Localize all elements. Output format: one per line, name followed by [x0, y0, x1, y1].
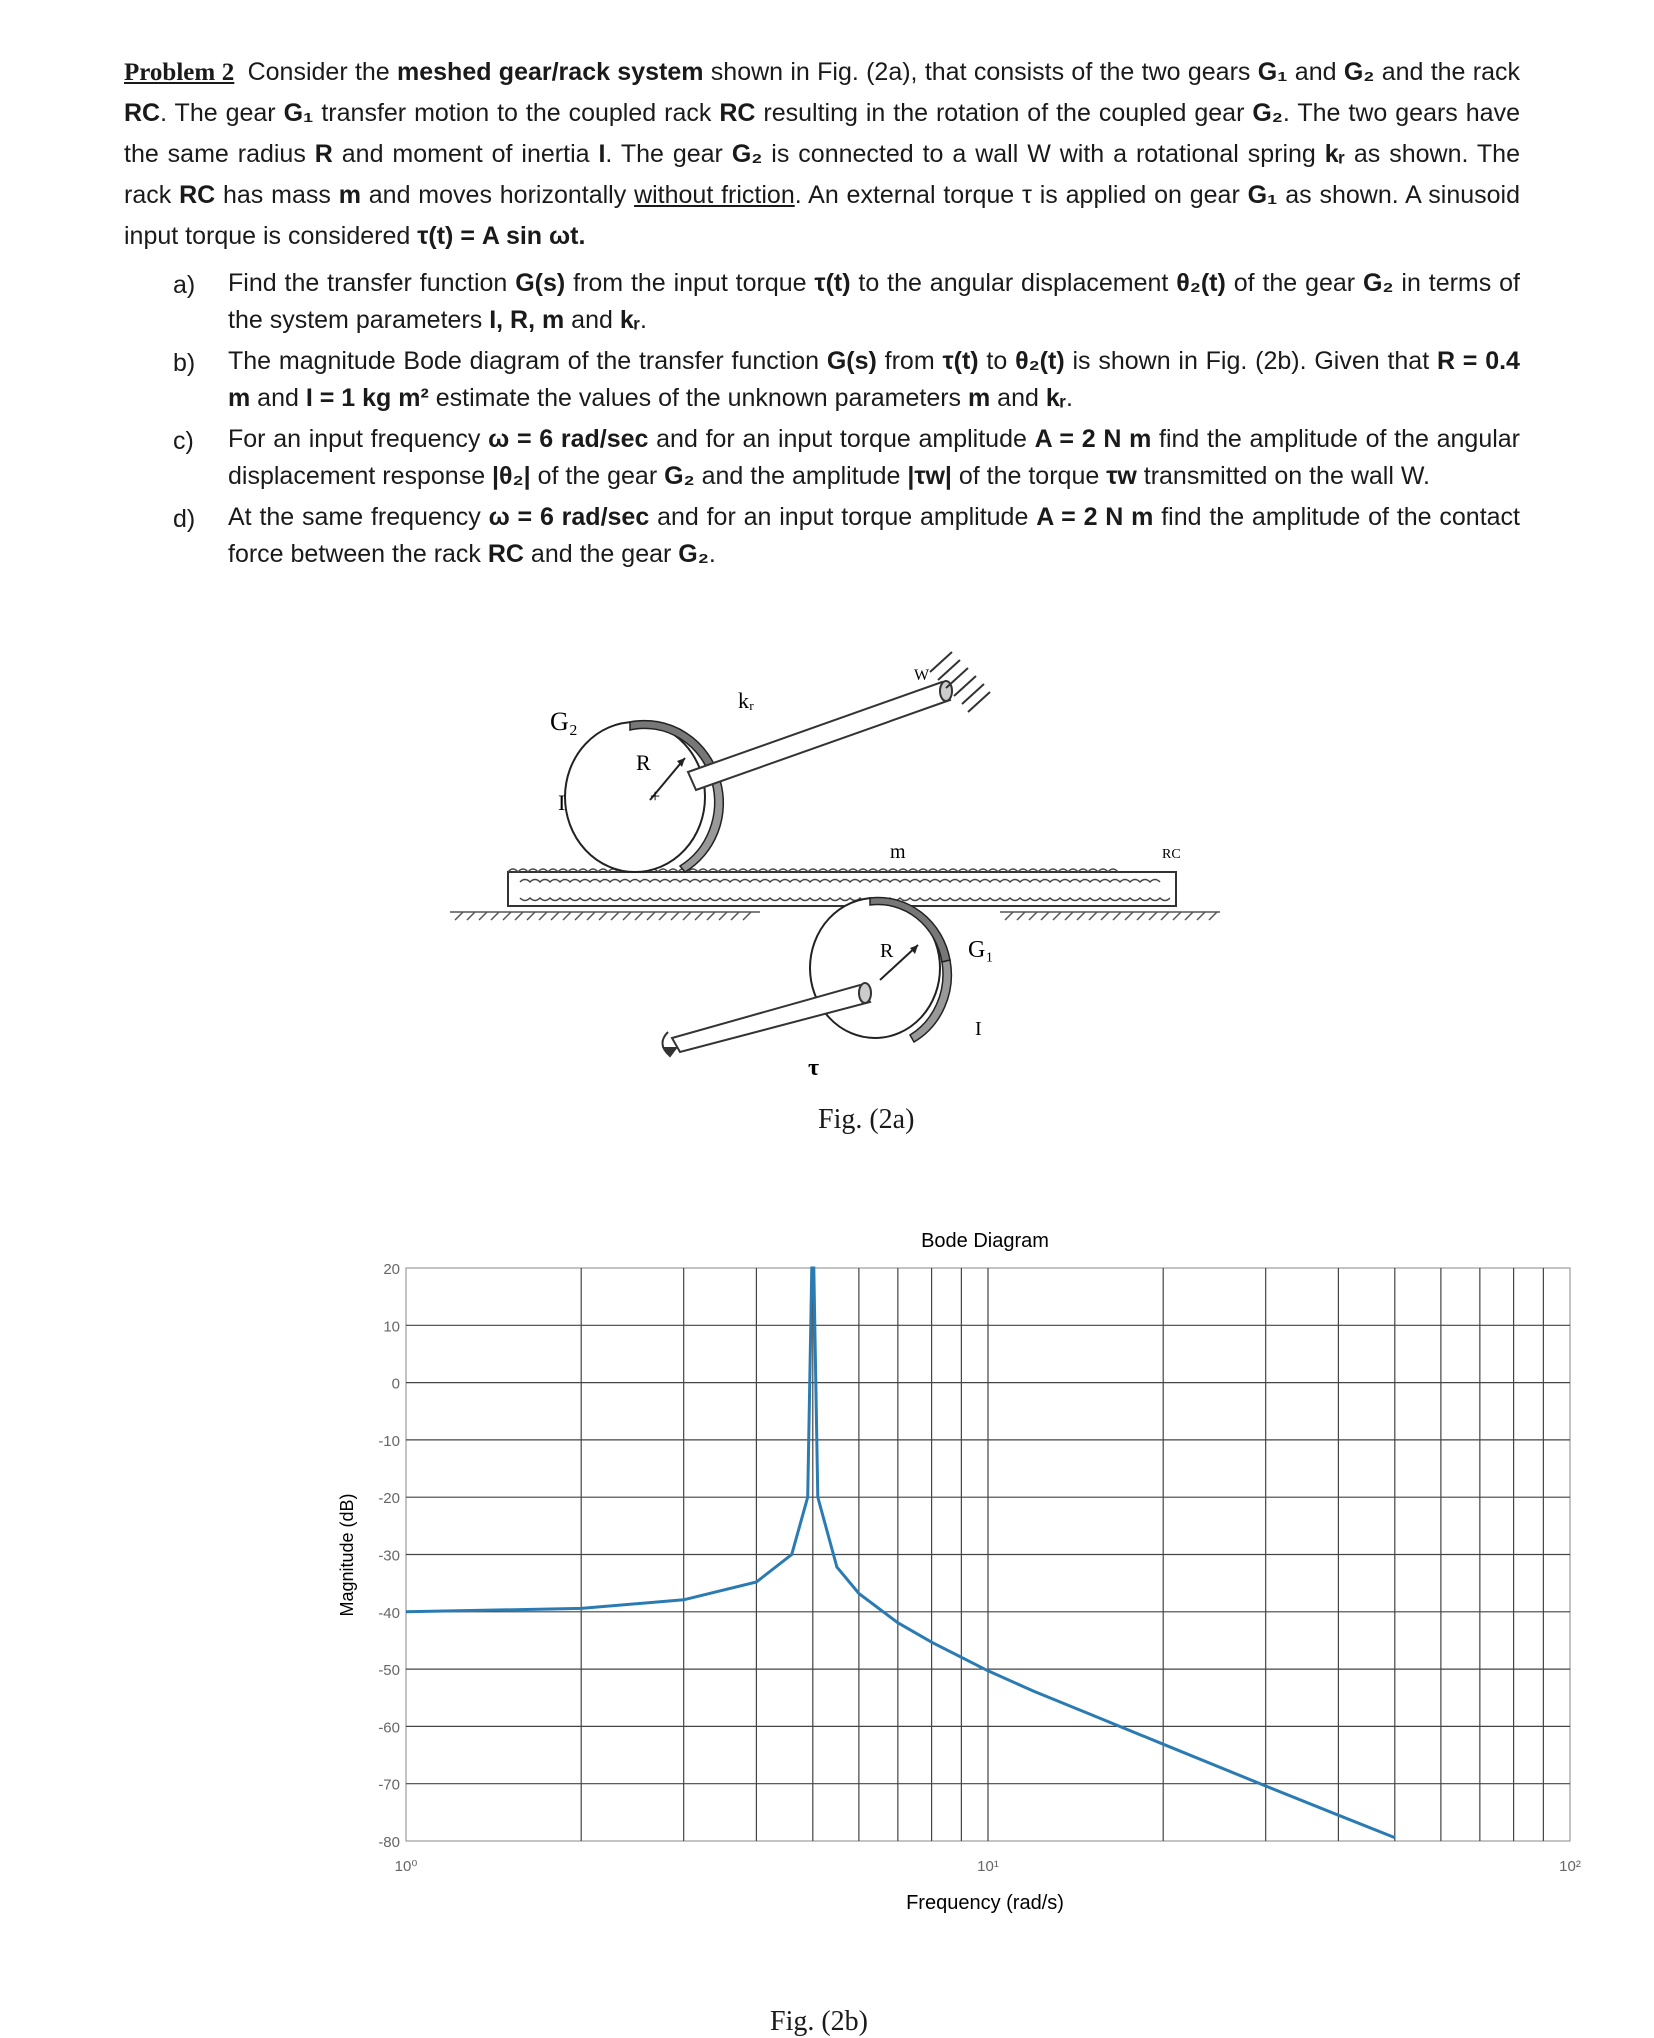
- text-run: RC: [487, 540, 524, 568]
- question-text: [228, 265, 1520, 339]
- y-tick-label: -50: [378, 1662, 400, 1680]
- question-item: [124, 343, 1520, 417]
- text-run: as shown. The rack: [124, 140, 1520, 209]
- question-label: a): [173, 271, 196, 299]
- problem-intro-text: [124, 58, 1520, 250]
- problem-intro: [124, 52, 1520, 257]
- text-run: of the torque: [951, 462, 1107, 490]
- text-run: G₂: [1343, 58, 1375, 86]
- bode-diagram: [320, 1225, 1590, 1925]
- text-run: in terms of the system parameters: [228, 269, 1520, 334]
- text-run: I = 1 kg m²: [305, 384, 429, 412]
- spring-shaft: [688, 681, 952, 790]
- question-label: d): [173, 505, 196, 533]
- text-run: transmitted on the wall W.: [1136, 462, 1430, 490]
- text-run: kᵣ: [619, 306, 641, 334]
- text-run: R: [314, 140, 333, 168]
- text-run: RC: [719, 99, 756, 127]
- question-text: [228, 421, 1520, 495]
- y-axis-label: Magnitude (dB): [337, 1493, 357, 1617]
- text-run: to: [978, 347, 1016, 375]
- text-run: I, R, m: [489, 306, 565, 334]
- gear-g1: [810, 898, 951, 1043]
- text-run: m: [968, 384, 991, 412]
- question-label: c): [173, 427, 194, 455]
- text-run: is shown in Fig. (2b). Given that: [1064, 347, 1437, 375]
- text-run: A = 2 N m: [1034, 425, 1152, 453]
- y-tick-label: -60: [378, 1719, 400, 1737]
- x-tick-label: 10¹: [977, 1858, 999, 1875]
- label-r-bottom: R: [880, 940, 894, 962]
- text-run: transfer motion to the coupled rack: [313, 99, 720, 127]
- problem-label: Problem 2: [124, 59, 235, 86]
- y-tick-label: -40: [378, 1604, 400, 1622]
- text-run: and: [250, 384, 306, 412]
- rack-rc: [508, 869, 1176, 906]
- text-run: At the same frequency: [228, 503, 489, 531]
- text-run: .: [640, 306, 647, 334]
- y-tick-label: -10: [378, 1432, 400, 1450]
- text-run: and the amplitude: [694, 462, 908, 490]
- x-axis-label: Frequency (rad/s): [906, 1892, 1064, 1914]
- label-r-top: R: [636, 750, 651, 775]
- text-run: from: [876, 347, 943, 375]
- label-tau: τ: [808, 1055, 820, 1081]
- text-run: . An external torque τ is applied on gear: [794, 181, 1248, 209]
- text-run: of the gear: [530, 462, 665, 490]
- text-run: θ₂(t): [1176, 269, 1226, 297]
- text-run: RC: [179, 181, 216, 209]
- ground-left: [450, 912, 760, 920]
- text-run: and moves horizontally: [360, 181, 635, 209]
- text-run: ω = 6 rad/sec: [488, 503, 650, 531]
- text-run: G₁: [283, 99, 314, 127]
- text-run: θ₂(t): [1015, 347, 1065, 375]
- question-text: [228, 499, 1520, 573]
- text-run: I: [598, 140, 606, 168]
- text-run: . The two gears have the same radius: [124, 99, 1520, 168]
- text-run: τw: [1106, 462, 1137, 490]
- text-run: find the amplitude of the angular displacement response: [228, 425, 1521, 490]
- y-tick-label: -20: [378, 1490, 400, 1508]
- question-item: [124, 421, 1520, 495]
- text-run: The magnitude Bode diagram of the transfer function: [228, 347, 827, 375]
- text-run: of the gear: [1225, 269, 1363, 297]
- text-run: Consider the: [240, 58, 398, 86]
- text-run: as shown. A sinusoid input torque is considered: [124, 181, 1520, 250]
- text-run: meshed gear/rack system: [397, 58, 704, 86]
- text-run: find the amplitude of the contact force between the rack: [228, 503, 1521, 568]
- text-run: and: [1287, 58, 1344, 86]
- text-run: from the input torque: [565, 269, 815, 297]
- text-run: and: [990, 384, 1046, 412]
- label-i-bottom: I: [975, 1018, 982, 1040]
- y-tick-label: -30: [378, 1547, 400, 1565]
- text-run: without friction: [634, 181, 795, 209]
- label-w: W: [914, 667, 930, 684]
- text-run: to the angular displacement: [850, 269, 1177, 297]
- text-run: G₂: [1362, 269, 1394, 297]
- text-run: .: [708, 540, 716, 568]
- text-run: and for an input torque amplitude: [648, 425, 1035, 453]
- y-tick-label: 10: [383, 1318, 400, 1336]
- text-run: kᵣ: [1045, 384, 1067, 412]
- text-run: . The gear: [605, 140, 732, 168]
- chart-title: Bode Diagram: [921, 1230, 1049, 1252]
- text-run: G(s): [515, 269, 566, 297]
- text-run: G₁: [1247, 181, 1278, 209]
- text-run: G₂: [731, 140, 763, 168]
- text-run: . The gear: [160, 99, 284, 127]
- question-list: [124, 265, 1520, 573]
- gear-rack-figure: [420, 640, 1240, 1140]
- text-run: and: [564, 306, 620, 334]
- gear-g2: [565, 721, 723, 872]
- x-tick-label: 10²: [1559, 1858, 1581, 1875]
- svg-text:+: +: [650, 786, 661, 806]
- figure-a-caption: Fig. (2a): [818, 1104, 915, 1135]
- question-label: b): [173, 349, 196, 377]
- y-tick-label: 0: [391, 1375, 400, 1393]
- text-run: ω = 6 rad/sec: [488, 425, 649, 453]
- text-run: estimate the values of the unknown parameters: [428, 384, 968, 412]
- text-run: kᵣ: [1324, 140, 1345, 168]
- question-item: [124, 265, 1520, 339]
- text-run: is connected to a wall W with a rotational spring: [762, 140, 1325, 168]
- figure-b-caption: Fig. (2b): [770, 2006, 868, 2037]
- label-g2: G₂: [550, 707, 578, 736]
- text-run: and moment of inertia: [332, 140, 599, 168]
- y-tick-label: -80: [378, 1834, 400, 1851]
- text-run: and the rack: [1374, 58, 1520, 86]
- text-run: For an input frequency: [228, 425, 489, 453]
- text-run: G₁: [1257, 58, 1288, 86]
- text-run: Find the transfer function: [228, 269, 516, 297]
- text-run: τ(t) = A sin ωt.: [417, 222, 586, 250]
- question-text: [228, 343, 1520, 417]
- text-run: m: [338, 181, 361, 209]
- question-item: [124, 499, 1520, 573]
- label-i-top: I: [558, 790, 566, 815]
- text-run: shown in Fig. (2a), that consists of the two gears: [703, 58, 1258, 86]
- y-tick-labels: [378, 1261, 400, 1851]
- y-tick-label: 20: [383, 1261, 400, 1278]
- y-tick-label: -70: [378, 1776, 400, 1794]
- label-rc: RC: [1162, 847, 1181, 862]
- x-tick-label: 10⁰: [394, 1858, 418, 1875]
- text-run: RC: [124, 99, 161, 127]
- grid: [406, 1268, 1570, 1841]
- text-run: R = 0.4 m: [228, 347, 1520, 412]
- text-run: G₂: [678, 540, 709, 568]
- text-run: G(s): [826, 347, 877, 375]
- text-run: |θ₂|: [492, 462, 531, 490]
- text-run: A = 2 N m: [1036, 503, 1154, 531]
- text-run: and the gear: [523, 540, 679, 568]
- ground-right: [1000, 912, 1220, 920]
- text-run: resulting in the rotation of the coupled gear: [755, 99, 1253, 127]
- label-kr: kᵣ: [738, 688, 755, 713]
- text-run: has mass: [215, 181, 339, 209]
- problem-text: [124, 52, 1520, 577]
- text-run: G₂: [664, 462, 695, 490]
- text-run: .: [1066, 384, 1073, 412]
- text-run: τ(t): [814, 269, 851, 297]
- x-tick-labels: [395, 1858, 1581, 1875]
- label-m: m: [890, 841, 906, 863]
- text-run: τ(t): [942, 347, 979, 375]
- text-run: G₂: [1252, 99, 1283, 127]
- text-run: and for an input torque amplitude: [649, 503, 1037, 531]
- text-run: |τw|: [907, 462, 952, 490]
- label-g1: G₁: [968, 937, 994, 963]
